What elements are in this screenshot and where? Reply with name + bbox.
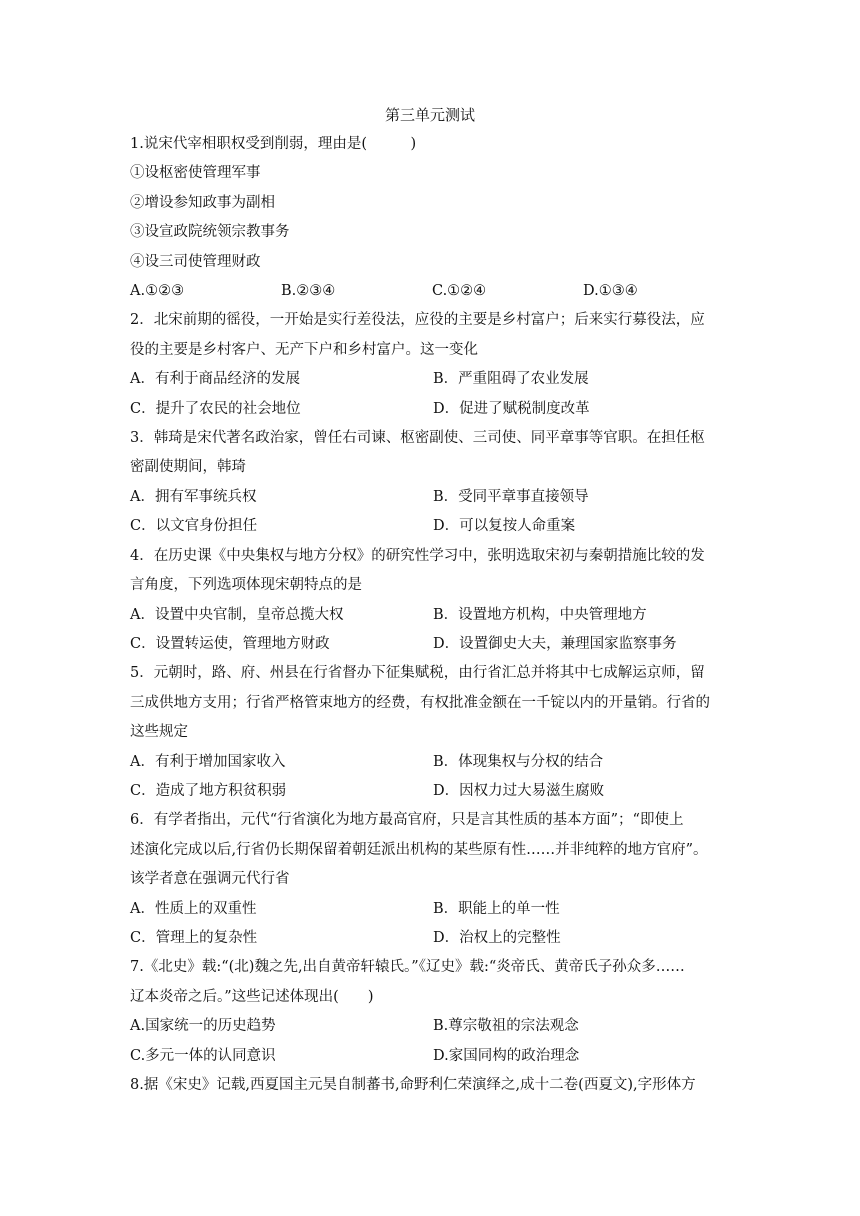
question-8: [130, 1071, 736, 1100]
option-row: [130, 630, 736, 659]
question-stem: 1.说宋代宰相职权受到削弱，理由是( ): [130, 136, 417, 152]
question-stem: 这些规定: [130, 724, 188, 741]
statement-item: ③设宣政院统领宗教事务: [130, 224, 290, 241]
question-5: [130, 659, 736, 806]
option-b: B．职能上的单一性: [433, 900, 560, 917]
option-d: D.①③④: [583, 283, 638, 300]
option-row: [130, 748, 736, 777]
option-a: A.①②③: [130, 283, 185, 300]
option-a: A．设置中央官制，皇帝总揽大权: [130, 606, 344, 623]
option-c: C．管理上的复杂性: [130, 929, 258, 946]
statement-item: ④设三司使管理财政: [130, 253, 261, 270]
page-title: 第三单元测试: [384, 106, 475, 124]
question-stem: 言角度，下列选项体现宋朝特点的是: [130, 577, 362, 594]
option-d: D．促进了赋税制度改革: [433, 400, 590, 417]
question-stem: 述演化完成以后,行省仍长期保留着朝廷派出机构的某些原有性……并非纯粹的地方官府”。: [130, 841, 708, 858]
statement-item: ②增设参知政事为副相: [130, 194, 275, 211]
option-c: C.多元一体的认同意识: [130, 1047, 276, 1064]
question-stem: 该学者意在强调元代行省: [130, 871, 290, 888]
option-d: D．可以复按人命重案: [433, 518, 576, 535]
option-a: A．性质上的双重性: [130, 900, 257, 917]
option-c: C．造成了地方积贫积弱: [130, 782, 287, 799]
option-a: A.国家统一的历史趋势: [130, 1018, 276, 1035]
question-7: [130, 953, 736, 1071]
statement-item: ①设枢密使管理军事: [130, 165, 261, 182]
option-row: [130, 365, 736, 394]
question-stem: 役的主要是乡村客户、无产下户和乡村富户。这一变化: [130, 341, 478, 358]
question-stem: 2．北宋前期的徭役，一开始是实行差役法，应役的主要是乡村富户；后来实行募役法，应: [130, 312, 705, 329]
option-c: C．以文官身份担任: [130, 518, 258, 535]
question-stem: 三成供地方支用；行省严格管束地方的经费，有权批准金额在一千锭以内的开量销。行省的: [130, 694, 710, 711]
option-c: C．提升了农民的社会地位: [130, 400, 301, 417]
option-row: [130, 1042, 736, 1071]
option-b: B．受同平章事直接领导: [433, 488, 589, 505]
question-6: [130, 806, 736, 953]
option-row: [130, 777, 736, 806]
option-row: [130, 895, 736, 924]
option-row: [130, 395, 736, 424]
option-a: A．有利于增加国家收入: [130, 753, 286, 770]
question-stem: 6．有学者指出，元代“行省演化为地方最高官府，只是言其性质的基本方面”；“即使上: [130, 812, 684, 829]
question-stem: 4．在历史课《中央集权与地方分权》的研究性学习中，张明选取宋初与秦朝措施比较的发: [130, 547, 705, 564]
option-row: [130, 1012, 736, 1041]
question-3: [130, 424, 736, 542]
option-d: D．设置御史大夫，兼理国家监察事务: [433, 635, 677, 652]
option-row: [130, 601, 736, 630]
question-stem: 7.《北史》载:“(北)魏之先,出自黄帝轩辕氏。”《辽史》载:“炎帝氏、黄帝氏子孙众多……: [130, 959, 685, 976]
question-2: [130, 306, 736, 424]
question-stem: 密副使期间，韩琦: [130, 459, 246, 476]
question-stem: 辽本炎帝之后。”这些记述体现出( ): [130, 988, 374, 1005]
option-b: B．设置地方机构，中央管理地方: [433, 606, 647, 623]
option-b: B.尊宗敬祖的宗法观念: [433, 1018, 579, 1035]
option-d: D.家国同构的政治理念: [433, 1047, 580, 1064]
option-d: D．因权力过大易滋生腐败: [433, 782, 605, 799]
option-c: C.①②④: [432, 283, 487, 300]
option-b: B．体现集权与分权的结合: [433, 753, 604, 770]
option-row: [130, 277, 736, 306]
option-row: [130, 483, 736, 512]
question-4: [130, 542, 736, 660]
option-d: D．治权上的完整性: [433, 929, 561, 946]
option-b: B．严重阻碍了农业发展: [433, 371, 589, 388]
option-row: [130, 924, 736, 953]
option-row: [130, 512, 736, 541]
question-list: [130, 130, 736, 1100]
question-stem: 8.据《宋史》记载,西夏国主元昊自制蕃书,命野利仁荣演绎之,成十二卷(西夏文),字形体方: [130, 1077, 696, 1093]
question-1: [130, 130, 736, 306]
option-a: A．有利于商品经济的发展: [130, 371, 300, 388]
option-a: A．拥有军事统兵权: [130, 488, 257, 505]
question-stem: 3．韩琦是宋代著名政治家，曾任右司谏、枢密副使、三司使、同平章事等官职。在担任枢: [130, 430, 705, 447]
option-b: B.②③④: [281, 283, 336, 300]
option-c: C．设置转运使，管理地方财政: [130, 635, 330, 652]
question-stem: 5．元朝时，路、府、州县在行省督办下征集赋税，由行省汇总并将其中七成解运京师，留: [130, 665, 705, 682]
